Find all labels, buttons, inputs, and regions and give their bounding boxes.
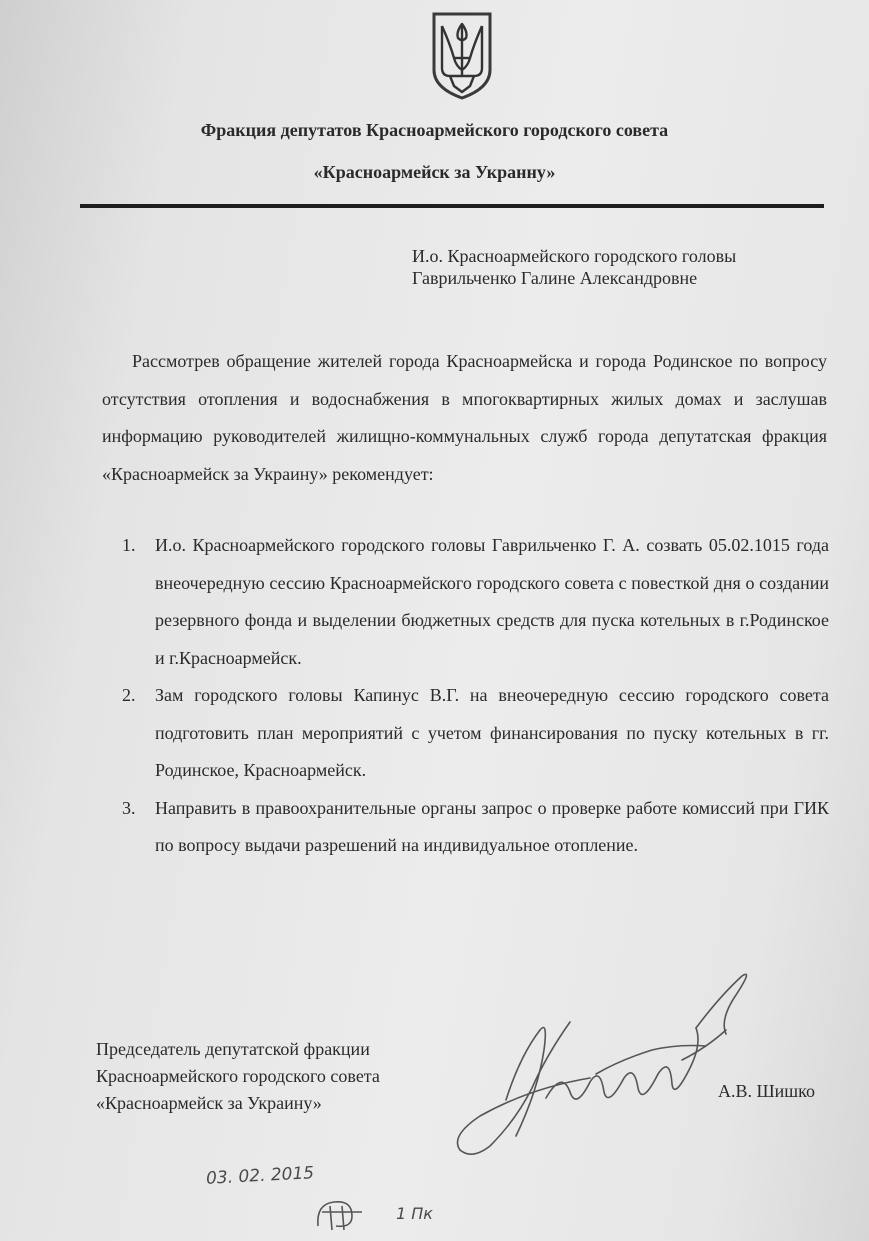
handwritten-scribble-icon	[312, 1196, 372, 1234]
signatory-line-2: Красноармейского городского совета	[96, 1066, 380, 1086]
handwritten-reference: 1 Пк	[396, 1204, 433, 1223]
header-divider	[80, 204, 824, 208]
list-item	[102, 790, 829, 865]
list-item-number: 2.	[122, 685, 136, 705]
body-paragraph: Рассмотрев обращение жителей города Красноармейска и города Родинское по вопросу отсутствия отопления и водоснабжения в мпогоквартирных жилых домах и заслушав информацию руководителей жилищно-коммунальных служб города депутатская фракция «Красноармейск за Украину» рекомендует:	[102, 351, 827, 484]
list-item-number: 1.	[122, 535, 136, 555]
addressee-line-1: И.о. Красноармейского городского головы	[412, 246, 737, 266]
handwritten-note	[200, 1163, 500, 1238]
list-item	[102, 527, 829, 677]
list-item-number: 3.	[122, 797, 136, 818]
signatory-title	[96, 1036, 380, 1117]
trident-emblem-icon	[428, 10, 496, 100]
addressee-line-2: Гаврильченко Галине Александровне	[412, 268, 698, 288]
header-line-2: «Красноармейск за Укранну»	[313, 162, 556, 182]
signatory-line-3: «Красноармейск за Украину»	[96, 1093, 322, 1113]
recommendations-list	[102, 527, 829, 865]
handwritten-date: 03. 02. 2015	[205, 1163, 315, 1189]
list-item-text: Зам городского головы Капинус В.Г. на внеочередную сессию городского совета подготовить план мероприятий с учетом финансирования по пуску котельных в гг. Родинское, Красноармейск.	[155, 685, 829, 780]
list-item	[102, 677, 829, 790]
signatory-name: А.В. Шишко	[718, 1081, 815, 1101]
list-item-text: И.о. Красноармейского городского головы Гаврильченко Г. А. созвать 05.02.1015 года внеочередную сессию Красноармейского городского совета с повесткой дня о создании резервного фонда и выделении бюджетных средств для пуска котельных в г.Родинское и г.Красноармейск.	[155, 535, 829, 668]
list-item-text: Направить в правоохранительные органы запрос о проверке работе комиссий при ГИК по вопросу выдачи разрешений на индивидуальное отопление.	[155, 797, 829, 855]
signatory-line-1: Председатель депутатской фракции	[96, 1039, 370, 1059]
header-line-1: Фракция депутатов Красноармейского городского совета	[200, 120, 669, 140]
handwritten-signature	[420, 960, 750, 1170]
